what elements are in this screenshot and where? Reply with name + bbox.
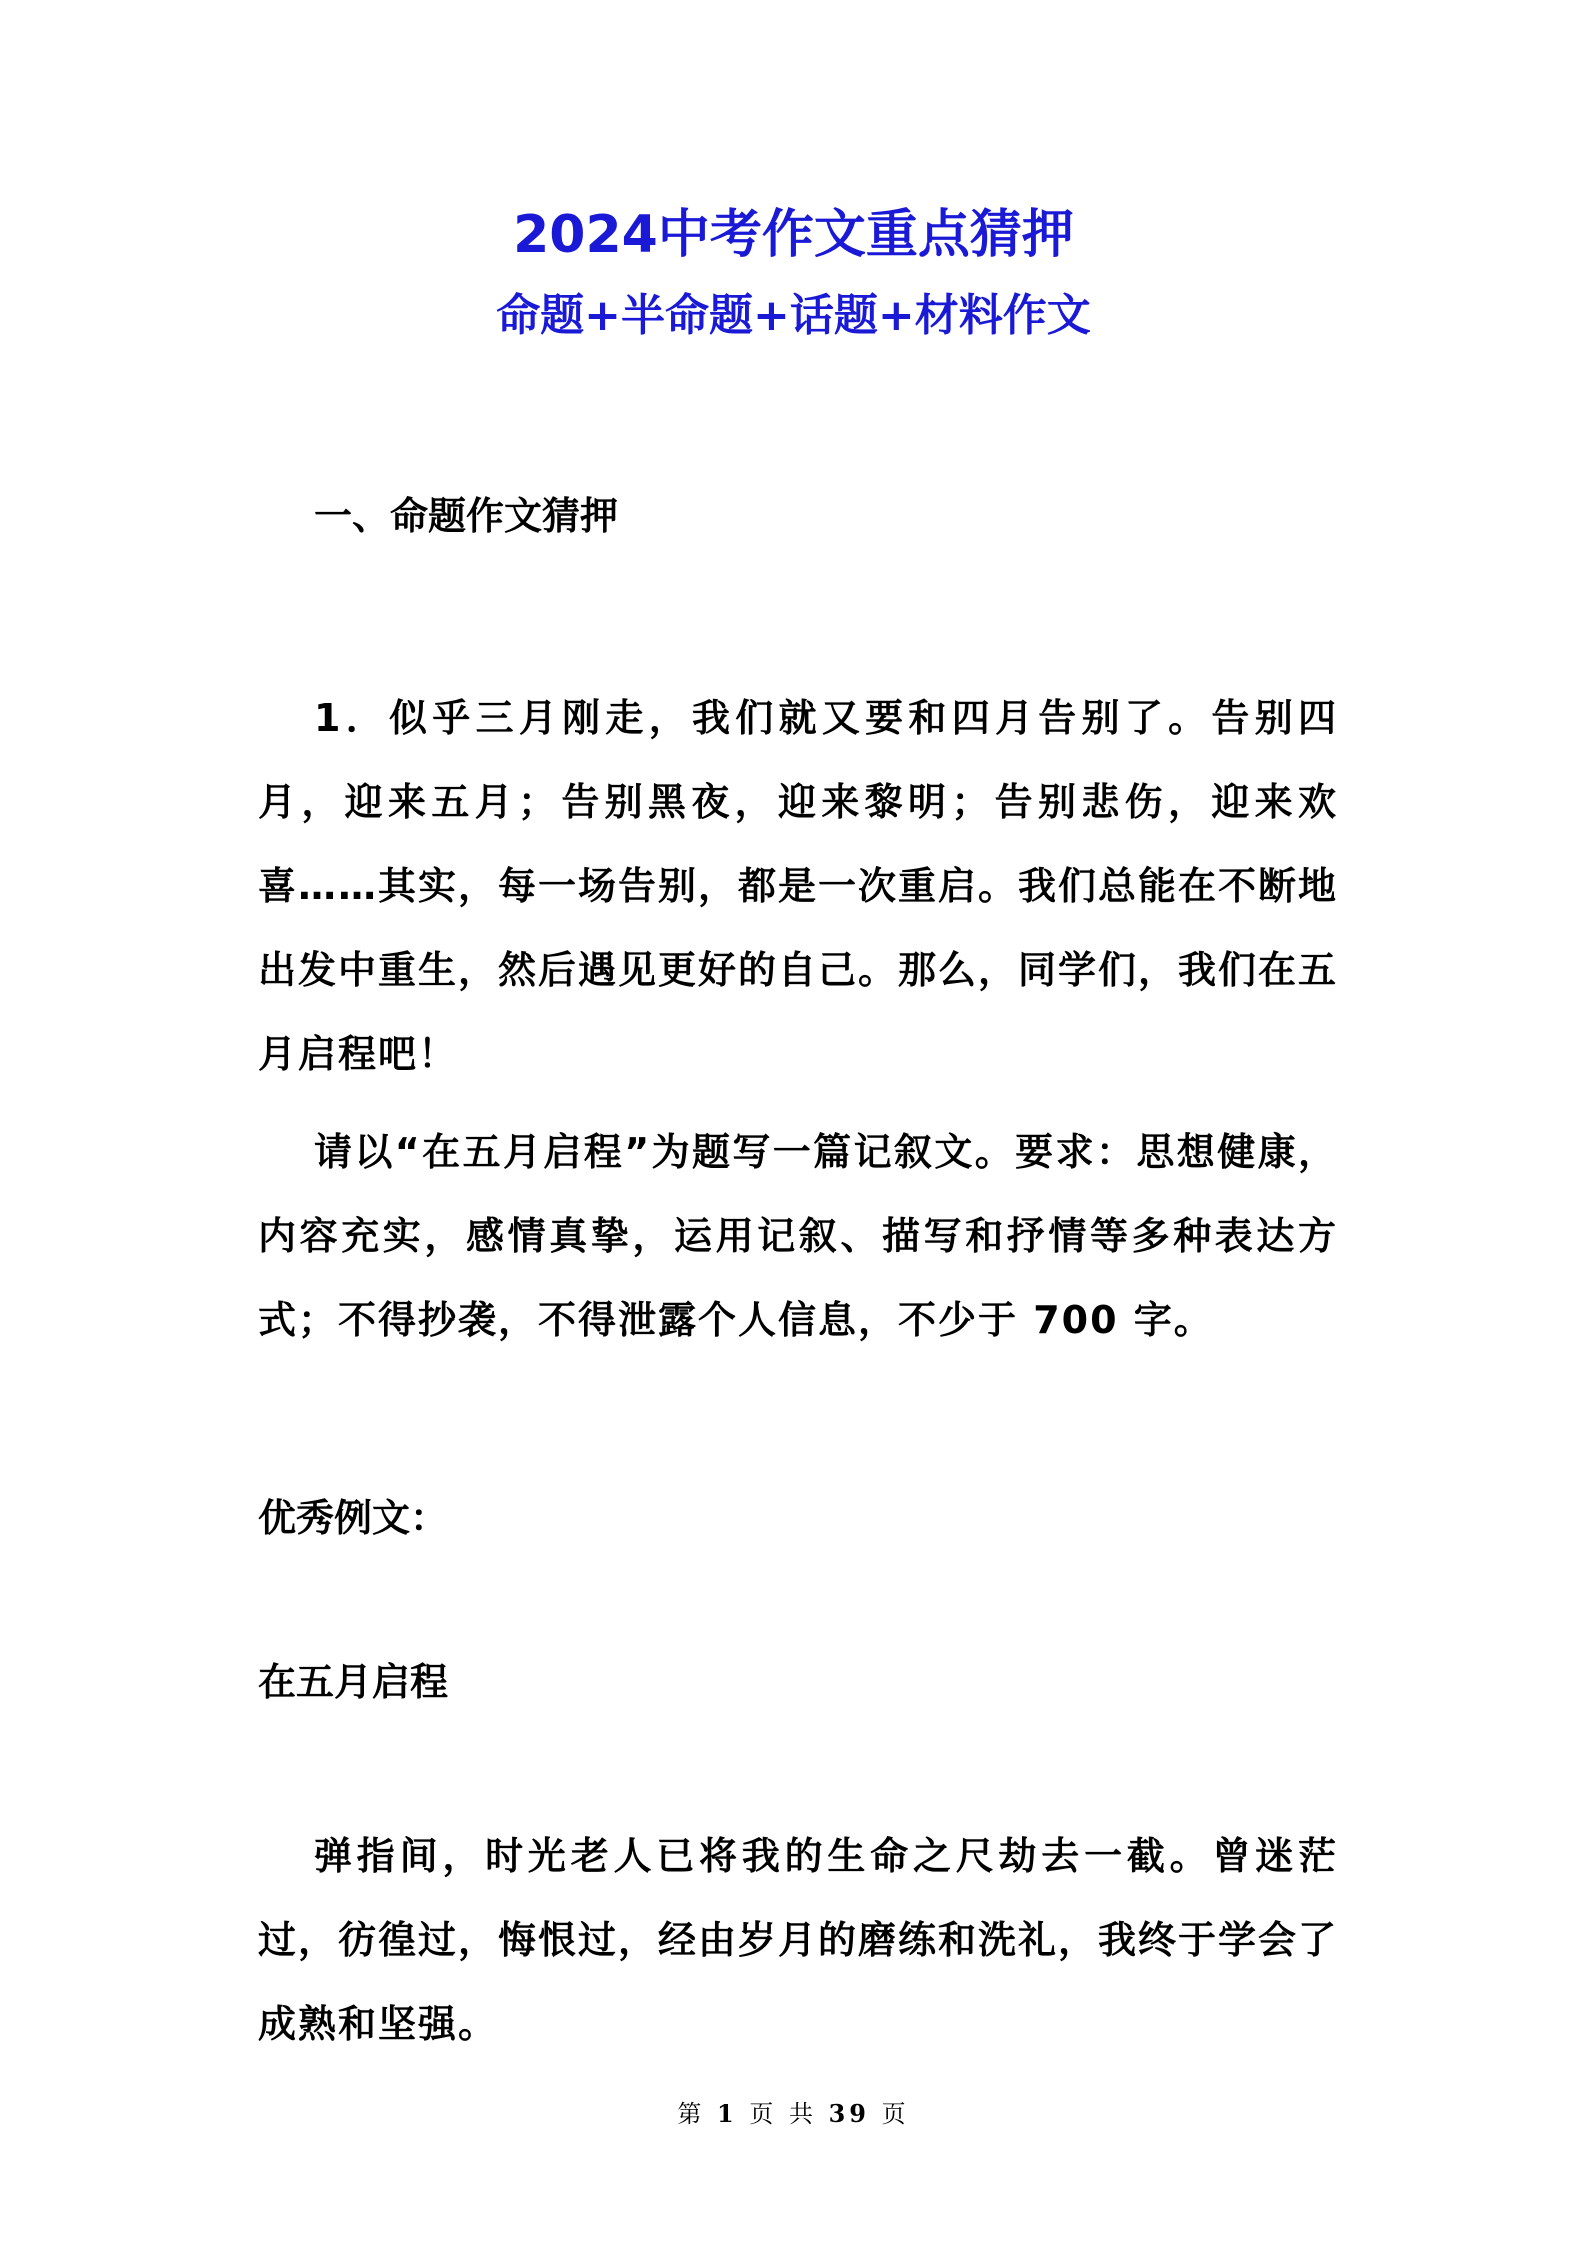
- section-heading: 一、命题作文猜押: [314, 494, 619, 538]
- footer-total-pages: 39: [828, 2099, 871, 2128]
- essay-title: 在五月启程: [258, 1660, 449, 1704]
- footer-middle: 页 共: [749, 2100, 817, 2128]
- prompt-paragraph: 1．似乎三月刚走，我们就又要和四月告别了。告别四月，迎来五月；告别黑夜，迎来黎明；告别悲伤，迎来欢喜……其实，每一场告别，都是一次重启。我们总能在不断地出发中重生，然后遇见更好的自己。那么，同学们，我们在五月启程吧！: [258, 696, 1339, 1076]
- document-title: 2024中考作文重点猜押: [513, 205, 1074, 265]
- example-label: 优秀例文：: [258, 1496, 449, 1540]
- footer-suffix: 页: [881, 2100, 910, 2128]
- essay-paragraph: 弹指间，时光老人已将我的生命之尺劫去一截。曾迷茫过，彷徨过，悔恨过，经由岁月的磨练和洗礼，我终于学会了成熟和坚强。: [258, 1834, 1339, 2046]
- requirement-paragraph: 请以“在五月启程”为题写一篇记叙文。要求：思想健康，内容充实，感情真挚，运用记叙、描写和抒情等多种表达方式；不得抄袭，不得泄露个人信息，不少于 700 字。: [258, 1130, 1338, 1342]
- footer-current-page: 1: [716, 2099, 738, 2128]
- page-footer: [0, 2098, 1587, 2130]
- footer-prefix: 第: [677, 2100, 706, 2128]
- document-subtitle: 命题+半命题+话题+材料作文: [496, 290, 1091, 341]
